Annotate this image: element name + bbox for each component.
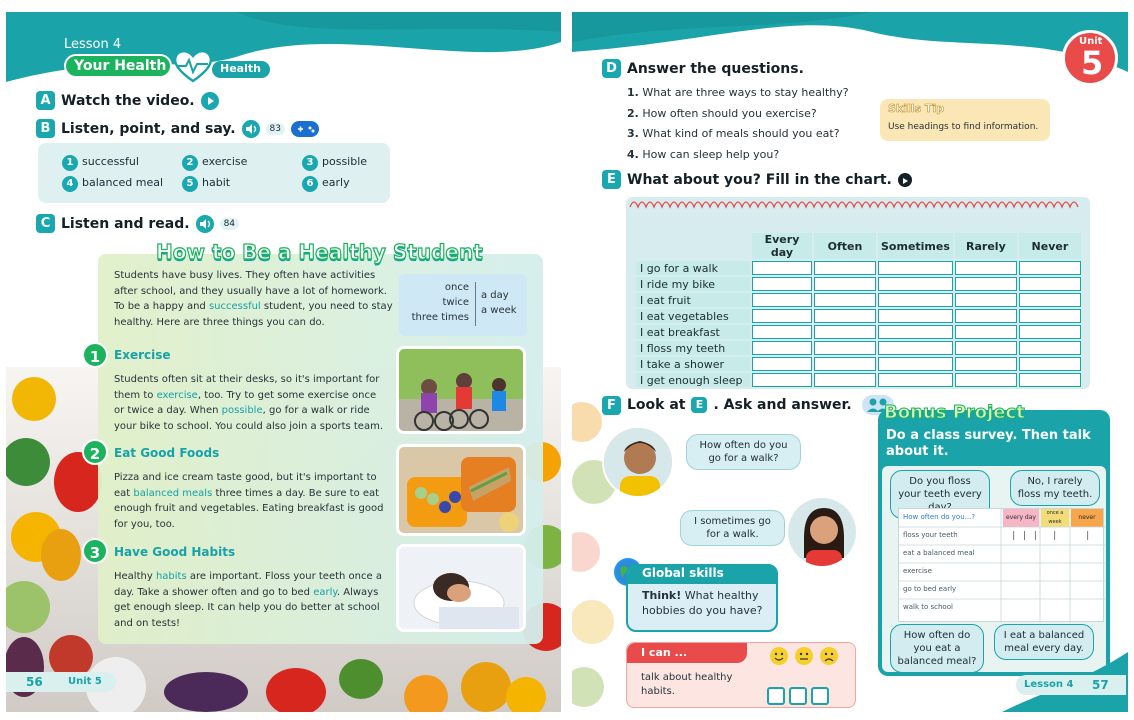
chart-row-label: I floss my teeth (636, 341, 750, 355)
chart-cell[interactable] (1019, 261, 1081, 275)
unit-badge-number: 5 (1081, 44, 1104, 82)
play-video-button[interactable] (201, 92, 219, 110)
vocab-highlight: balanced meals (133, 487, 213, 499)
intro-paragraph (114, 268, 396, 330)
chart-cell[interactable] (1019, 277, 1081, 291)
speaker-icon (196, 215, 214, 233)
audio-track-number: 83 (266, 123, 285, 135)
global-skills-header (628, 564, 778, 584)
bonus-bubble-q2: How often do you eat a balanced meal? (890, 624, 984, 673)
chart-row (636, 293, 1081, 307)
section-f-post: . Ask and answer. (713, 397, 852, 413)
vocab-item[interactable] (182, 176, 230, 192)
chart-cell[interactable] (1019, 293, 1081, 307)
survey-row-label: go to bed early (903, 585, 957, 593)
bonus-project-card (878, 402, 1110, 676)
survey-column: never (1071, 509, 1103, 527)
chart-cell[interactable] (814, 357, 876, 371)
vocab-number: 3 (302, 155, 318, 171)
bonus-subtitle: Do a class survey. Then talk about it. (886, 428, 1091, 459)
section-d (602, 59, 804, 78)
question-text: How often should you exercise? (642, 106, 817, 120)
global-skills-title: Global skills (642, 566, 724, 580)
vocab-item[interactable] (302, 176, 350, 192)
chart-cell[interactable] (878, 341, 953, 355)
question-item (627, 83, 849, 104)
vocab-item[interactable] (62, 176, 163, 192)
chart-cell[interactable] (1019, 325, 1081, 339)
ican-header (627, 643, 747, 663)
vocab-highlight: exercise (156, 389, 198, 401)
chart-cell[interactable] (814, 261, 876, 275)
chart-cell[interactable] (955, 261, 1017, 275)
skills-tip (880, 99, 1050, 141)
boy-image (604, 428, 674, 498)
question-number: 2. (627, 106, 639, 120)
chart-cell[interactable] (814, 373, 876, 387)
chart-cell[interactable] (878, 325, 953, 339)
freq-word: a week (481, 305, 517, 316)
self-assess-checkbox[interactable] (811, 687, 829, 705)
ican-text: talk about healthy habits. (641, 672, 733, 697)
section-paragraph (114, 372, 386, 434)
lesson-label: Lesson 4 (64, 37, 122, 52)
chart-cell[interactable] (955, 293, 1017, 307)
chart-cell[interactable] (752, 261, 812, 275)
skills-tip-title: Skills Tip (888, 102, 945, 115)
speech-bubble-answer: I sometimes go for a walk. (680, 510, 785, 546)
vocab-word: successful (82, 155, 139, 168)
chart-cell[interactable] (878, 357, 953, 371)
chart-cell[interactable] (955, 357, 1017, 371)
section-e (602, 170, 912, 189)
happy-face-icon (770, 647, 788, 665)
vocab-highlight: successful (208, 301, 261, 313)
heart-pulse-icon (172, 48, 214, 84)
chart-row (636, 309, 1081, 323)
audio-track-84-button[interactable] (196, 215, 214, 233)
question-number: 4. (627, 147, 639, 161)
page-number: 57 (1092, 678, 1109, 692)
kids-biking-image (399, 349, 526, 434)
chart-header-row (636, 233, 1081, 259)
section-e-letter: E (602, 170, 621, 189)
footer-unit: Unit 5 (68, 676, 102, 687)
section-d-letter: D (602, 59, 621, 78)
chart-column-header: Every day (752, 233, 812, 259)
bonus-bubble-a1: No, I rarely floss my teeth. (1010, 470, 1100, 506)
chart-row-label: I eat fruit (636, 293, 750, 307)
footer-left-pill (6, 672, 116, 692)
survey-column: every day (1003, 509, 1039, 527)
chart-cell[interactable] (955, 325, 1017, 339)
chart-cell[interactable] (752, 293, 812, 307)
chart-cell[interactable] (752, 357, 812, 371)
chart-cell[interactable] (955, 341, 1017, 355)
section-c (36, 214, 239, 233)
tally-mark: | (1052, 531, 1058, 541)
chart-cell[interactable] (1019, 341, 1081, 355)
game-controller-icon (291, 121, 319, 137)
chart-cell[interactable] (878, 309, 953, 323)
question-item (627, 145, 849, 166)
skills-tip-text: Use headings to find information. (888, 122, 1039, 132)
bonus-title: Bonus Project (884, 402, 1025, 423)
ican-title: I can ... (641, 646, 688, 659)
vocab-word: possible (322, 155, 368, 168)
article-title: How to Be a Healthy Student (156, 240, 483, 264)
section-title: Have Good Habits (114, 545, 236, 559)
chart-cell[interactable] (955, 373, 1017, 387)
section-e-title: What about you? Fill in the chart. (627, 171, 892, 188)
section-title: Eat Good Foods (114, 446, 220, 460)
para-text: , go for a walk or ride your bike to school. You could also join a sports team. (114, 405, 383, 432)
unit-badge (1062, 30, 1118, 86)
chart-cell[interactable] (814, 341, 876, 355)
section-c-letter: C (36, 214, 55, 233)
bonus-bubble-q1: Do you floss your teeth every (890, 470, 990, 519)
global-skills-lead: Think! (642, 589, 682, 602)
survey-heading: How often do you...? (903, 513, 976, 521)
footer-lesson: Lesson 4 (1024, 679, 1074, 690)
para-text: three times a day. Be sure to eat enough fruit and vegetables. Eating breakfast is good for you, too. (114, 487, 384, 530)
chart-row (636, 277, 1081, 291)
lunchbox-image (399, 447, 526, 536)
vocab-box (38, 143, 390, 203)
section-number: 2 (82, 439, 108, 465)
chart-corner (636, 233, 750, 259)
chart-row-label: I go for a walk (636, 261, 750, 275)
survey-grid (899, 509, 1105, 623)
spiral-binding (626, 197, 1090, 209)
question-number: 1. (627, 86, 639, 99)
chart-cell[interactable] (1019, 309, 1081, 323)
chart-column-header: Rarely (955, 233, 1017, 259)
section-title: Exercise (114, 348, 171, 362)
section-b (36, 119, 319, 138)
chart-cell[interactable] (955, 309, 1017, 323)
section-number: 3 (82, 538, 108, 564)
para-text: , too. Try to get some exercise once or twice a day. When (114, 389, 377, 417)
global-skills-text: What healthy hobbies do you have? (642, 589, 763, 617)
photo-sleeping-girl (396, 544, 526, 632)
chart-row (636, 325, 1081, 339)
self-assess-checkbox[interactable] (767, 687, 785, 705)
chart-row (636, 357, 1081, 371)
chart-cell[interactable] (814, 325, 876, 339)
frequency-box (399, 274, 527, 336)
game-controller-button[interactable] (291, 121, 319, 137)
chart-cell[interactable] (878, 373, 953, 387)
vocab-number: 5 (182, 176, 198, 192)
chart-cell[interactable] (752, 277, 812, 291)
chart-cell[interactable] (878, 293, 953, 307)
unit-badge-label: Unit (1079, 36, 1103, 47)
sad-face-icon (820, 647, 838, 665)
section-b-letter: B (36, 119, 55, 138)
vocab-number: 4 (62, 176, 78, 192)
vocab-highlight: early (313, 586, 337, 598)
topic-badge-label: Health (220, 62, 261, 75)
freq-word: three times (411, 312, 469, 323)
chart-cell[interactable] (814, 277, 876, 291)
survey-row-label: floss your teeth (903, 531, 958, 539)
survey-row-label: walk to school (903, 603, 953, 611)
section-c-text: Listen and read. (61, 215, 190, 232)
play-icon (201, 92, 219, 110)
chart-column-header: Never (1019, 233, 1081, 259)
play-video-button[interactable] (898, 173, 912, 187)
lesson-title: Your Health (74, 58, 167, 74)
vocab-number: 2 (182, 155, 198, 171)
chart-row-label: I eat breakfast (636, 325, 750, 339)
freq-word: once (444, 282, 469, 293)
survey-row-label: eat a balanced meal (903, 549, 975, 557)
ican-checkboxes (767, 687, 829, 705)
section-f-letter: F (602, 396, 621, 415)
emoji-faces (768, 644, 842, 668)
para-text: Healthy (114, 571, 156, 582)
audio-track-number: 84 (220, 218, 239, 230)
chart-row-label: I ride my bike (636, 277, 750, 291)
footer-right-pill (1016, 675, 1126, 695)
self-assess-checkbox[interactable] (789, 687, 807, 705)
chart-cell[interactable] (1019, 373, 1081, 387)
global-skills-body (642, 588, 774, 618)
chart-cell[interactable] (814, 309, 876, 323)
vocab-word: habit (202, 176, 231, 189)
chart-column-header: Often (814, 233, 876, 259)
girl-image (788, 498, 858, 568)
intro-text: Students have busy lives. They often have activities after school, and they usually have a lot of homework. To be a happy and (114, 270, 387, 313)
section-number: 1 (82, 342, 108, 368)
speaker-icon (242, 120, 260, 138)
section-d-title: Answer the questions. (627, 60, 804, 77)
section-paragraph (114, 470, 386, 532)
chart-column-header: Sometimes (878, 233, 953, 259)
vocab-word: balanced meal (82, 176, 164, 189)
vocab-number: 6 (302, 176, 318, 192)
freq-word: a day (481, 290, 509, 301)
section-f (602, 395, 894, 415)
question-number: 3. (627, 127, 639, 140)
left-page (6, 12, 561, 712)
para-text: are important. Floss your teeth once a day. Take a shower often and go to bed (114, 571, 382, 598)
para-text: Students often sit at their desks, so it's important for them to (114, 374, 380, 401)
section-b-text: Listen, point, and say. (61, 120, 236, 137)
survey-row-label: exercise (903, 567, 932, 575)
photo-lunchbox (396, 444, 526, 536)
freq-word: twice (442, 297, 469, 308)
chart-row (636, 341, 1081, 355)
vocab-highlight: possible (221, 405, 263, 417)
freq-divider (475, 282, 476, 326)
chart-cell[interactable] (878, 277, 953, 291)
question-text: How can sleep help you? (642, 147, 780, 161)
vocab-item[interactable] (302, 155, 367, 171)
chart-row-label: I get enough sleep (636, 373, 750, 387)
right-page (572, 12, 1128, 712)
lesson-label-pill (6, 34, 146, 56)
chart-cell[interactable] (1019, 357, 1081, 371)
photo-kids-biking (396, 346, 526, 434)
frequency-chart (626, 197, 1090, 389)
questions-list (627, 83, 849, 165)
question-text: What are three ways to stay healthy? (642, 86, 849, 99)
page-number: 56 (26, 675, 43, 689)
para-text: Pizza and ice cream taste good, but it's important to eat (114, 472, 377, 499)
tally-mark: | (1085, 531, 1091, 541)
section-f-pre: Look at (627, 397, 686, 413)
bonus-bubble-a2: I eat a balanced meal every day. (994, 624, 1094, 660)
avatar-boy (602, 426, 674, 498)
survey-sheet (898, 508, 1104, 622)
vocab-word: early (322, 176, 350, 189)
tally-mark: | | | (1011, 531, 1039, 541)
audio-track-83-button[interactable] (242, 120, 260, 138)
question-item (627, 124, 849, 145)
play-icon (898, 174, 912, 188)
vocab-item[interactable] (62, 155, 139, 171)
section-a-letter: A (36, 91, 55, 110)
vocab-item[interactable] (182, 155, 247, 171)
lesson-title-pill (64, 54, 172, 78)
topic-badge (212, 61, 270, 78)
section-paragraph (114, 569, 386, 631)
vocab-highlight: habits (155, 571, 187, 582)
chart-cell[interactable] (814, 293, 876, 307)
chart-cell[interactable] (752, 325, 812, 339)
survey-column: once a week (1041, 509, 1069, 527)
section-f-ref: E (691, 397, 707, 413)
chart-row (636, 373, 1081, 387)
global-skills-box (626, 564, 778, 632)
chart-cell[interactable] (752, 309, 812, 323)
question-item (627, 104, 849, 125)
section-a-text: Watch the video. (61, 92, 195, 109)
chart-cell[interactable] (955, 277, 1017, 291)
question-text: What kind of meals should you eat? (642, 127, 840, 140)
intro-text: student, you need to stay healthy. Here are three things you can do. (114, 301, 393, 328)
speech-bubble-question: How often do you go for a walk? (686, 434, 801, 470)
para-text: . Always get enough sleep. It can help you do better at school and on tests! (114, 586, 380, 629)
chart-row-label: I take a shower (636, 357, 750, 371)
chart-cell[interactable] (752, 373, 812, 387)
sleeping-girl-image (399, 547, 526, 632)
chart-row (636, 261, 1081, 275)
chart-table (634, 231, 1083, 389)
avatar-girl (786, 496, 858, 568)
chart-row-label: I eat vegetables (636, 309, 750, 323)
chart-cell[interactable] (878, 261, 953, 275)
vocab-number: 1 (62, 155, 78, 171)
vocab-word: exercise (202, 155, 248, 168)
chart-cell[interactable] (752, 341, 812, 355)
neutral-face-icon (795, 647, 813, 665)
section-a (36, 91, 219, 110)
